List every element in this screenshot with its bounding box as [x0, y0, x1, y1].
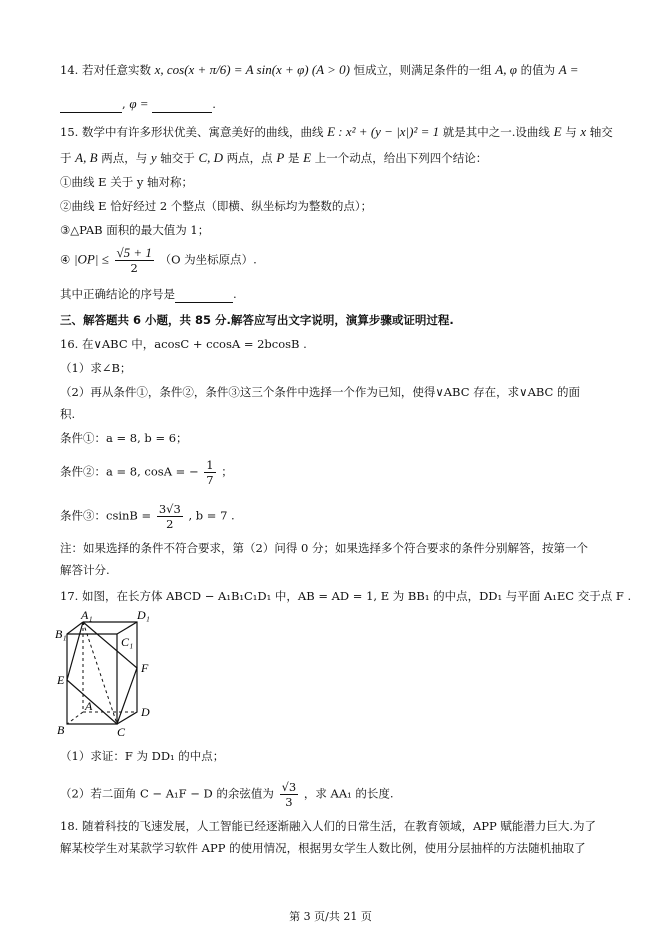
q15-line1: 15. 数学中有许多形状优美、寓意美好的曲线，曲线 E : x² + (y − |x|)² = 1 就是其中之一.设曲线 E 与 x 轴交 [60, 124, 613, 139]
page-footer: 第 3 页/共 21 页 [289, 910, 372, 923]
q16-part2: （2）再从条件①，条件②，条件③这三个条件中选择一个作为已知，使得∨ABC 存在，求∨ABC 的面 [60, 385, 580, 399]
q15-conclusion-1: ①曲线 E 关于 y 轴对称； [60, 175, 194, 189]
q15-line2: 于 A, B 两点，与 y 轴交于 C, D 两点，点 P 是 E 上一个动点，给出下列四个结论： [60, 150, 488, 165]
q15-fraction: $\frac{√5 + 1}{2}$ [116, 245, 152, 275]
label-E: E [57, 673, 65, 687]
q17-part1: （1）求证：F 为 DD₁ 的中点； [60, 749, 225, 763]
q16-condition-2: 条件②：a = 8, cosA = − $\frac{1}{7}$ ； [60, 458, 233, 487]
q18-line1: 18. 随着科技的飞速发展，人工智能已经逐渐融入人们的日常生活，在教育领域，APP 赋能潜力巨大.为了 [60, 819, 597, 833]
answer-blank-phi[interactable] [152, 96, 212, 113]
answer-blank-q15[interactable] [175, 286, 233, 303]
q15-conclusion-2: ②曲线 E 恰好经过 2 个整点（即横、纵坐标均为整数的点）； [60, 199, 373, 213]
q16-note-line2: 解答计分. [60, 563, 110, 577]
q16-part2-cont: 积. [60, 407, 76, 421]
q16-condition-1: 条件①：a = 8, b = 6； [60, 431, 188, 445]
q16-stem: 16. 在∨ABC 中，acosC + ccosA = 2bcosB . [60, 337, 307, 351]
q16-note-line1: 注：如果选择的条件不符合要求，第（2）问得 0 分；如果选择多个符合要求的条件分别解答，按第一个 [60, 541, 588, 555]
label-A1: A₁ [81, 610, 93, 622]
q15-curve: E : x² + (y − |x|)² = 1 [327, 124, 440, 139]
label-F: F [141, 661, 149, 675]
q15-conclusion-3: ③△PAB 面积的最大值为 1； [60, 223, 210, 237]
label-D: D [141, 705, 150, 719]
q15-tail: 其中正确结论的序号是 . [60, 287, 237, 301]
label-A: A [85, 699, 93, 713]
label-C: C [117, 725, 126, 739]
q17-stem: 17. 如图，在长方体 ABCD − A₁B₁C₁D₁ 中，AB = AD = 1, E 为 BB₁ 的中点，DD₁ 与平面 A₁EC 交于点 F . [60, 589, 632, 603]
q16-condition-3: 条件③：csinB = $\frac{3√3}{2}$ , b = 7 . [60, 502, 235, 531]
q14-number: 14. [60, 63, 79, 77]
label-B: B [57, 723, 65, 737]
label-D1: D₁ [137, 610, 150, 622]
cuboid-figure [55, 610, 165, 740]
q14-line2: , φ = . [60, 96, 216, 113]
section-heading: 三、解答题共 6 小题，共 85 分.解答应写出文字说明，演算步骤或证明过程. [60, 313, 454, 327]
q14-expression: x, cos(x + π/6) = A sin(x + φ) (A > 0) [154, 62, 350, 77]
answer-blank-A[interactable] [60, 96, 122, 113]
q17-part2: （2）若二面角 C − A₁F − D 的余弦值为 $\frac{√3}{3}$ ，求 AA₁ 的长度. [60, 780, 394, 809]
q15-conclusion-4: ④ |OP| ≤ $\frac{√5 + 1}{2}$ （O 为坐标原点）. [60, 245, 257, 275]
label-B1: B₁ [55, 627, 67, 641]
label-C1: C₁ [121, 635, 134, 649]
q16-part1: （1）求∠B； [60, 361, 132, 375]
q18-line2: 解某校学生对某款学习软件 APP 的使用情况，根据男女学生人数比例，使用分层抽样的方法随机抽取了 [60, 841, 586, 855]
q14-line1: 14. 若对任意实数 x, cos(x + π/6) = A sin(x + φ) (A > 0) 恒成立，则满足条件的一组 A, φ 的值为 A = [60, 62, 579, 77]
